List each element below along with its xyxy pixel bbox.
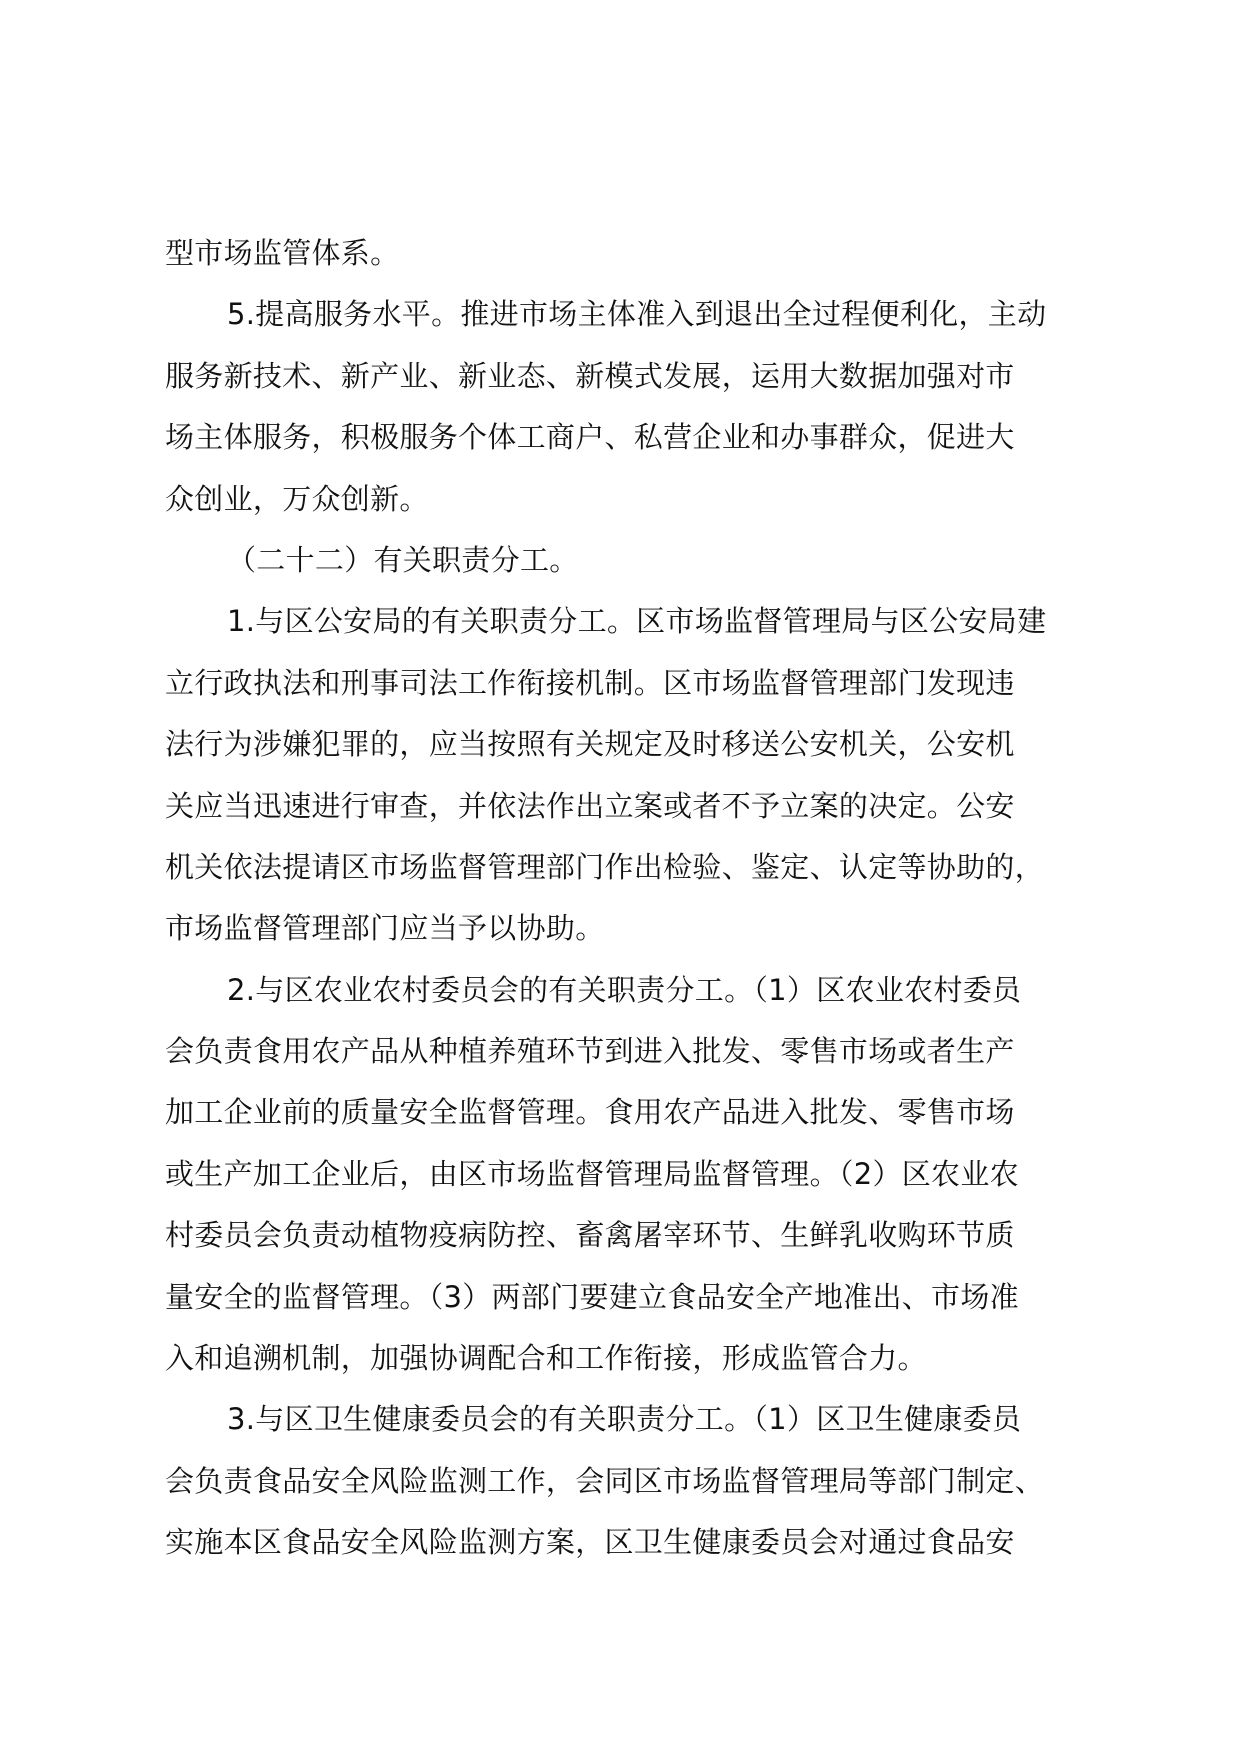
text-line: 会负责食用农产品从种植养殖环节到进入批发、零售市场或者生产 [165, 1034, 1015, 1069]
text-line: 立行政执法和刑事司法工作衔接机制。区市场监督管理部门发现违 [165, 665, 1015, 700]
text-line: 场主体服务，积极服务个体工商户、私营企业和办事群众，促进大 [165, 420, 1015, 455]
text-line: 型市场监管体系。 [165, 236, 400, 270]
paragraph-line: 2.与区农业农村委员会的有关职责分工。（1）区农业农村委员 [227, 972, 1022, 1007]
paragraph-line: 1.与区公安局的有关职责分工。区市场监督管理局与区公安局建 [227, 604, 1047, 639]
text-line: 服务新技术、新产业、新业态、新模式发展，运用大数据加强对市 [165, 358, 1015, 393]
body-text [165, 223, 1125, 1574]
text-line: 市场监督管理部门应当予以协助。 [165, 911, 605, 946]
text-line: 法行为涉嫌犯罪的，应当按照有关规定及时移送公安机关，公安机 [165, 727, 1015, 762]
text-line: 或生产加工企业后，由区市场监督管理局监督管理。（2）区农业农 [165, 1156, 1019, 1191]
section-heading: （二十二）有关职责分工。 [227, 542, 579, 577]
text-line: 实施本区食品安全风险监测方案，区卫生健康委员会对通过食品安 [165, 1525, 1015, 1560]
text-line: 会负责食品安全风险监测工作，会同区市场监督管理局等部门制定、 [165, 1463, 1045, 1498]
text-line: 加工企业前的质量安全监督管理。食用农产品进入批发、零售市场 [165, 1095, 1015, 1130]
text-line: 村委员会负责动植物疫病防控、畜禽屠宰环节、生鲜乳收购环节质 [165, 1218, 1015, 1253]
text-line: 入和追溯机制，加强协调配合和工作衔接，形成监管合力。 [165, 1341, 927, 1376]
paragraph-line: 5.提高服务水平。推进市场主体准入到退出全过程便利化，主动 [227, 297, 1047, 332]
text-line: 量安全的监督管理。（3）两部门要建立食品安全产地准出、市场准 [165, 1279, 1019, 1314]
text-line: 机关依法提请区市场监督管理部门作出检验、鉴定、认定等协助的， [165, 849, 1045, 884]
paragraph-line: 3.与区卫生健康委员会的有关职责分工。（1）区卫生健康委员 [227, 1402, 1022, 1437]
text-line: 关应当迅速进行审查，并依法作出立案或者不予立案的决定。公安 [165, 788, 1015, 823]
text-line: 众创业，万众创新。 [165, 481, 429, 516]
